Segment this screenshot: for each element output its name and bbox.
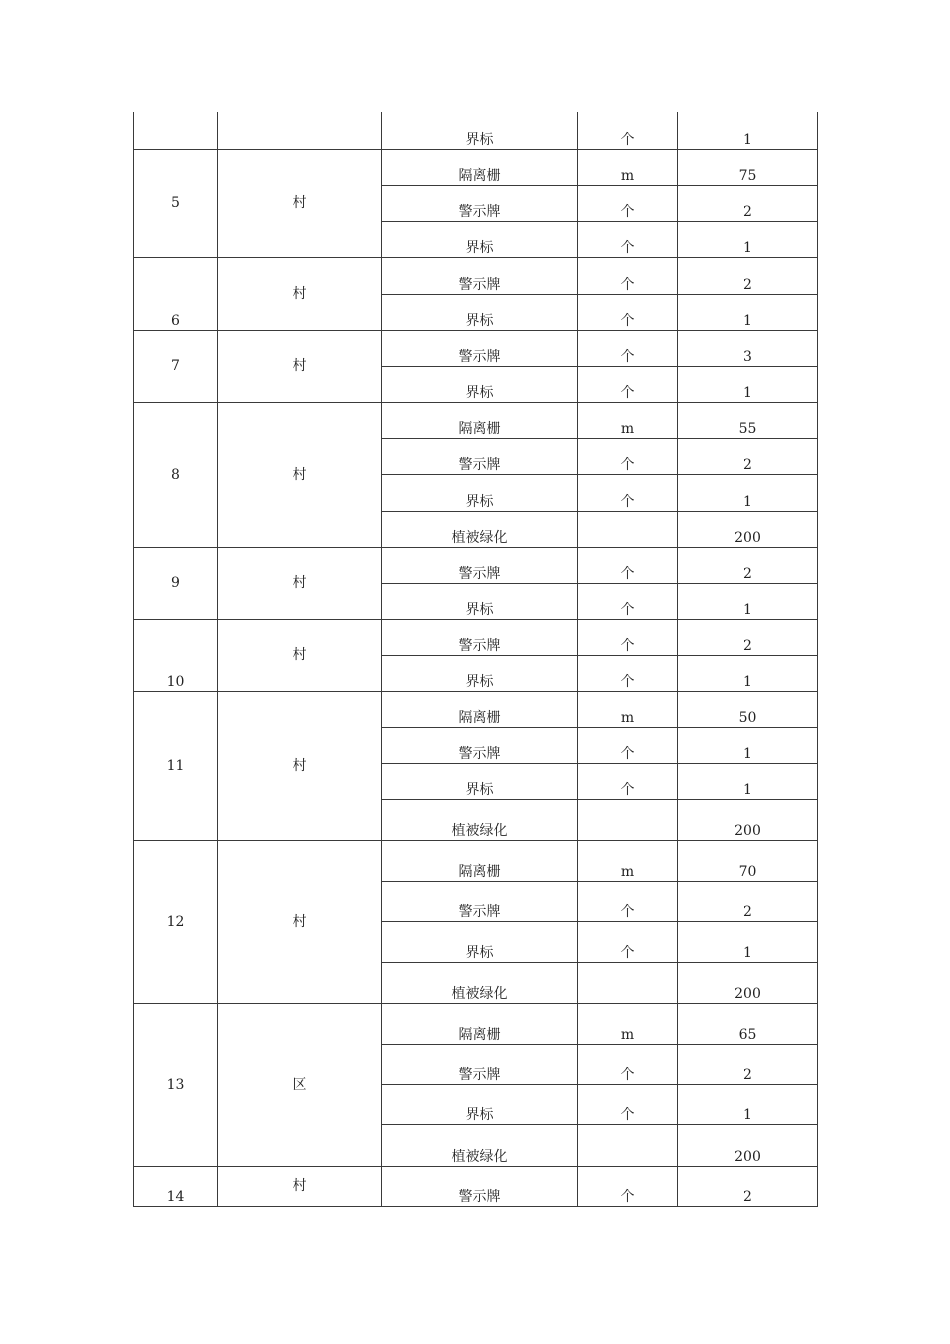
item-quantity: 1 [678,294,818,330]
item-quantity: 200 [678,962,818,1003]
group-number: 9 [134,547,218,619]
item-quantity: 2 [678,1166,818,1206]
item-quantity: 3 [678,330,818,366]
item-quantity: 2 [678,619,818,655]
group-village: 村 [218,330,382,402]
item-unit [578,962,678,1003]
group-village: 村 [218,149,382,257]
item-name: 界标 [382,921,578,962]
item-unit [578,1124,678,1166]
item-unit: 个 [578,221,678,257]
table-row [134,112,818,149]
item-name: 界标 [382,112,578,149]
item-quantity: 1 [678,727,818,763]
item-name: 界标 [382,583,578,619]
item-unit: m [578,1003,678,1044]
item-name: 界标 [382,1084,578,1124]
group-village: 村 [218,257,382,330]
item-name: 警示牌 [382,547,578,583]
item-unit: 个 [578,257,678,294]
table-row [134,257,818,294]
item-quantity: 1 [678,763,818,799]
group-number: 8 [134,402,218,547]
item-unit: m [578,691,678,727]
item-quantity: 200 [678,1124,818,1166]
item-name: 隔离栅 [382,1003,578,1044]
item-name: 界标 [382,294,578,330]
item-quantity: 2 [678,185,818,221]
item-name: 警示牌 [382,619,578,655]
item-quantity: 1 [678,921,818,962]
group-number [134,112,218,149]
item-name: 界标 [382,221,578,257]
item-name: 植被绿化 [382,511,578,547]
item-unit: 个 [578,763,678,799]
group-village [218,112,382,149]
item-unit: 个 [578,921,678,962]
item-unit [578,799,678,840]
item-unit: 个 [578,294,678,330]
group-number: 5 [134,149,218,257]
item-quantity: 1 [678,655,818,691]
item-quantity: 75 [678,149,818,185]
item-name: 植被绿化 [382,962,578,1003]
item-name: 警示牌 [382,1166,578,1206]
group-village: 区 [218,1003,382,1166]
item-name: 警示牌 [382,185,578,221]
item-name: 警示牌 [382,1044,578,1084]
item-name: 植被绿化 [382,799,578,840]
item-name: 警示牌 [382,257,578,294]
item-unit [578,511,678,547]
item-unit: 个 [578,1166,678,1206]
item-unit: 个 [578,474,678,511]
item-name: 界标 [382,366,578,402]
item-unit: 个 [578,619,678,655]
group-number: 14 [134,1166,218,1206]
group-village: 村 [218,402,382,547]
group-village: 村 [218,1166,382,1206]
item-quantity: 1 [678,221,818,257]
item-name: 警示牌 [382,330,578,366]
item-name: 界标 [382,763,578,799]
table-body [134,112,818,1206]
item-unit: 个 [578,112,678,149]
group-number: 10 [134,619,218,691]
item-quantity: 70 [678,840,818,881]
group-village: 村 [218,547,382,619]
item-quantity: 1 [678,366,818,402]
item-name: 隔离栅 [382,402,578,438]
item-quantity: 65 [678,1003,818,1044]
table-row [134,691,818,727]
item-unit: 个 [578,583,678,619]
table-row [134,149,818,185]
facility-table [133,112,818,1207]
group-village: 村 [218,691,382,840]
table-row [134,547,818,583]
item-name: 隔离栅 [382,840,578,881]
table-row [134,619,818,655]
table-row [134,1003,818,1044]
item-unit: m [578,149,678,185]
item-name: 隔离栅 [382,691,578,727]
item-name: 界标 [382,474,578,511]
item-unit: 个 [578,1084,678,1124]
item-unit: 个 [578,881,678,921]
table-row [134,1166,818,1206]
item-unit: 个 [578,330,678,366]
group-number: 12 [134,840,218,1003]
item-quantity: 1 [678,1084,818,1124]
group-village: 村 [218,619,382,691]
group-number: 7 [134,330,218,402]
item-quantity: 2 [678,438,818,474]
item-quantity: 200 [678,799,818,840]
item-name: 隔离栅 [382,149,578,185]
group-number: 6 [134,257,218,330]
item-unit: 个 [578,438,678,474]
table-row [134,840,818,881]
item-unit: 个 [578,655,678,691]
item-name: 警示牌 [382,881,578,921]
item-quantity: 1 [678,112,818,149]
item-quantity: 1 [678,474,818,511]
table-row [134,330,818,366]
item-unit: 个 [578,185,678,221]
item-unit: 个 [578,366,678,402]
table-row [134,402,818,438]
item-quantity: 55 [678,402,818,438]
item-unit: 个 [578,1044,678,1084]
item-quantity: 2 [678,1044,818,1084]
item-quantity: 2 [678,881,818,921]
item-quantity: 1 [678,583,818,619]
item-unit: m [578,840,678,881]
group-village: 村 [218,840,382,1003]
group-number: 11 [134,691,218,840]
item-name: 警示牌 [382,727,578,763]
item-quantity: 50 [678,691,818,727]
item-name: 界标 [382,655,578,691]
item-quantity: 200 [678,511,818,547]
item-unit: 个 [578,727,678,763]
item-quantity: 2 [678,257,818,294]
item-name: 警示牌 [382,438,578,474]
item-unit: 个 [578,547,678,583]
item-unit: m [578,402,678,438]
group-number: 13 [134,1003,218,1166]
item-name: 植被绿化 [382,1124,578,1166]
item-quantity: 2 [678,547,818,583]
